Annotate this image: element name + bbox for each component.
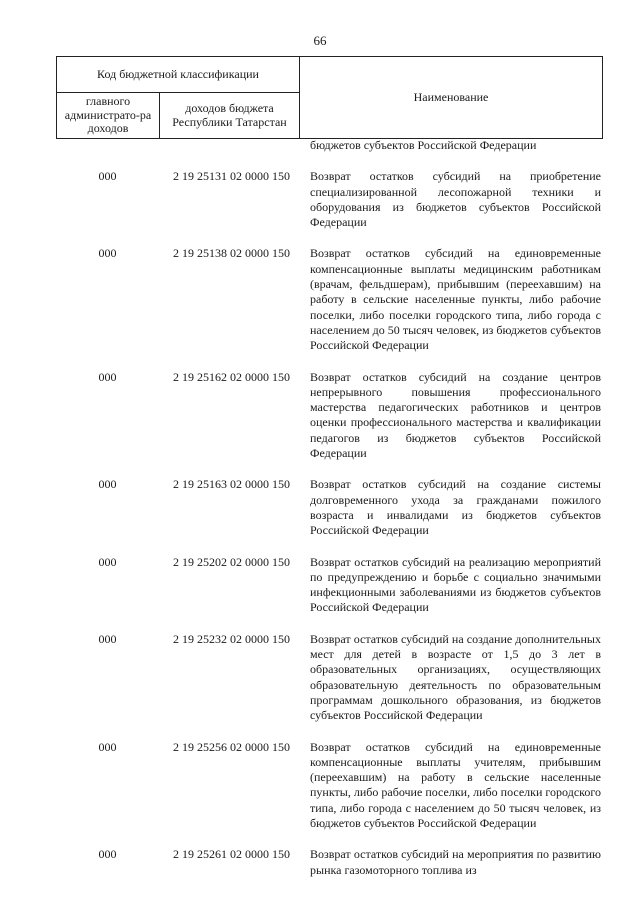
admin-code: 000 [98,739,117,754]
continuation-text: бюджетов субъектов Российской Федерации [310,138,537,152]
income-name: Возврат остатков субсидий на создание системы долговременного ухода за гражданами пожилого возраста и инвалидами из бюджетов субъектов Российской Федерации [310,477,601,538]
admin-code: 000 [98,631,117,646]
continuation-row [56,138,603,153]
income-name: Возврат остатков субсидий на единовременные компенсационные выплаты медицинским работникам (врачам, фельдшерам), прибывшим (переехавшим) на работу в сельские населенные пункты, либо рабочие поселки, либо поселки городского типа, либо города с населением до 50 тысяч человек, из бюджетов субъектов Российской Федерации [310,246,601,353]
table-row [56,847,603,878]
income-code: 2 19 25163 02 0000 150 [173,477,290,492]
income-code: 2 19 25162 02 0000 150 [173,369,290,384]
income-name: Возврат остатков субсидий на мероприятия по развитию рынка газомоторного топлива из [310,847,601,877]
table-row [56,740,603,832]
table-row [56,246,603,353]
income-name: Возврат остатков субсидий на реализацию мероприятий по предупреждению и борьбе с социально значимыми инфекционными заболеваниями из бюджетов субъектов Российской Федерации [310,554,601,615]
income-name: Возврат остатков субсидий на создание дополнительных мест для детей в возрасте от 1,5 до 3 лет в образовательных организациях, осуществляющих образовательную деятельность по образовательным программам дошкольного образования, из бюджетов субъектов Российской Федерации [310,631,601,723]
table-header [56,56,603,139]
table-row [56,632,603,724]
page-number: 66 [313,33,327,48]
admin-code: 000 [98,246,117,261]
admin-code: 000 [98,369,117,384]
header-income-column: доходов бюджета Республики Татарстан [160,93,300,139]
income-code: 2 19 25256 02 0000 150 [173,739,290,754]
admin-code: 000 [98,554,117,569]
income-code: 2 19 25232 02 0000 150 [173,631,290,646]
income-code: 2 19 25131 02 0000 150 [173,169,290,184]
income-code: 2 19 25138 02 0000 150 [173,246,290,261]
income-name: Возврат остатков субсидий на создание центров непрерывного повышения профессионального мастерства педагогических работников и центров оценки профессионального мастерства и квалификации педагогов из бюджетов субъектов Российской Федерации [310,369,601,461]
table-row [56,169,603,230]
table-body [56,138,603,878]
header-group-title: Код бюджетной классификации [57,57,300,93]
table-row [56,477,603,538]
admin-code: 000 [98,477,117,492]
table-row [56,555,603,616]
income-code: 2 19 25261 02 0000 150 [173,847,290,862]
header-name-column: Наименование [300,57,603,139]
admin-code: 000 [98,847,117,862]
income-name: Возврат остатков субсидий на приобретение специализированной лесопожарной техники и оборудования из бюджетов субъектов Российской Федерации [310,169,601,230]
income-name: Возврат остатков субсидий на единовременные компенсационные выплаты учителям, прибывшим (переехавшим) на работу в сельские населенные пункты, либо рабочие поселки, либо поселки городского типа, либо города с населением до 50 тысяч человек, из бюджетов субъектов Российской Федерации [310,739,601,830]
income-code: 2 19 25202 02 0000 150 [173,554,290,569]
admin-code: 000 [98,169,117,184]
header-admin-column: главного администрато-ра доходов [57,93,160,139]
table-row [56,370,603,462]
